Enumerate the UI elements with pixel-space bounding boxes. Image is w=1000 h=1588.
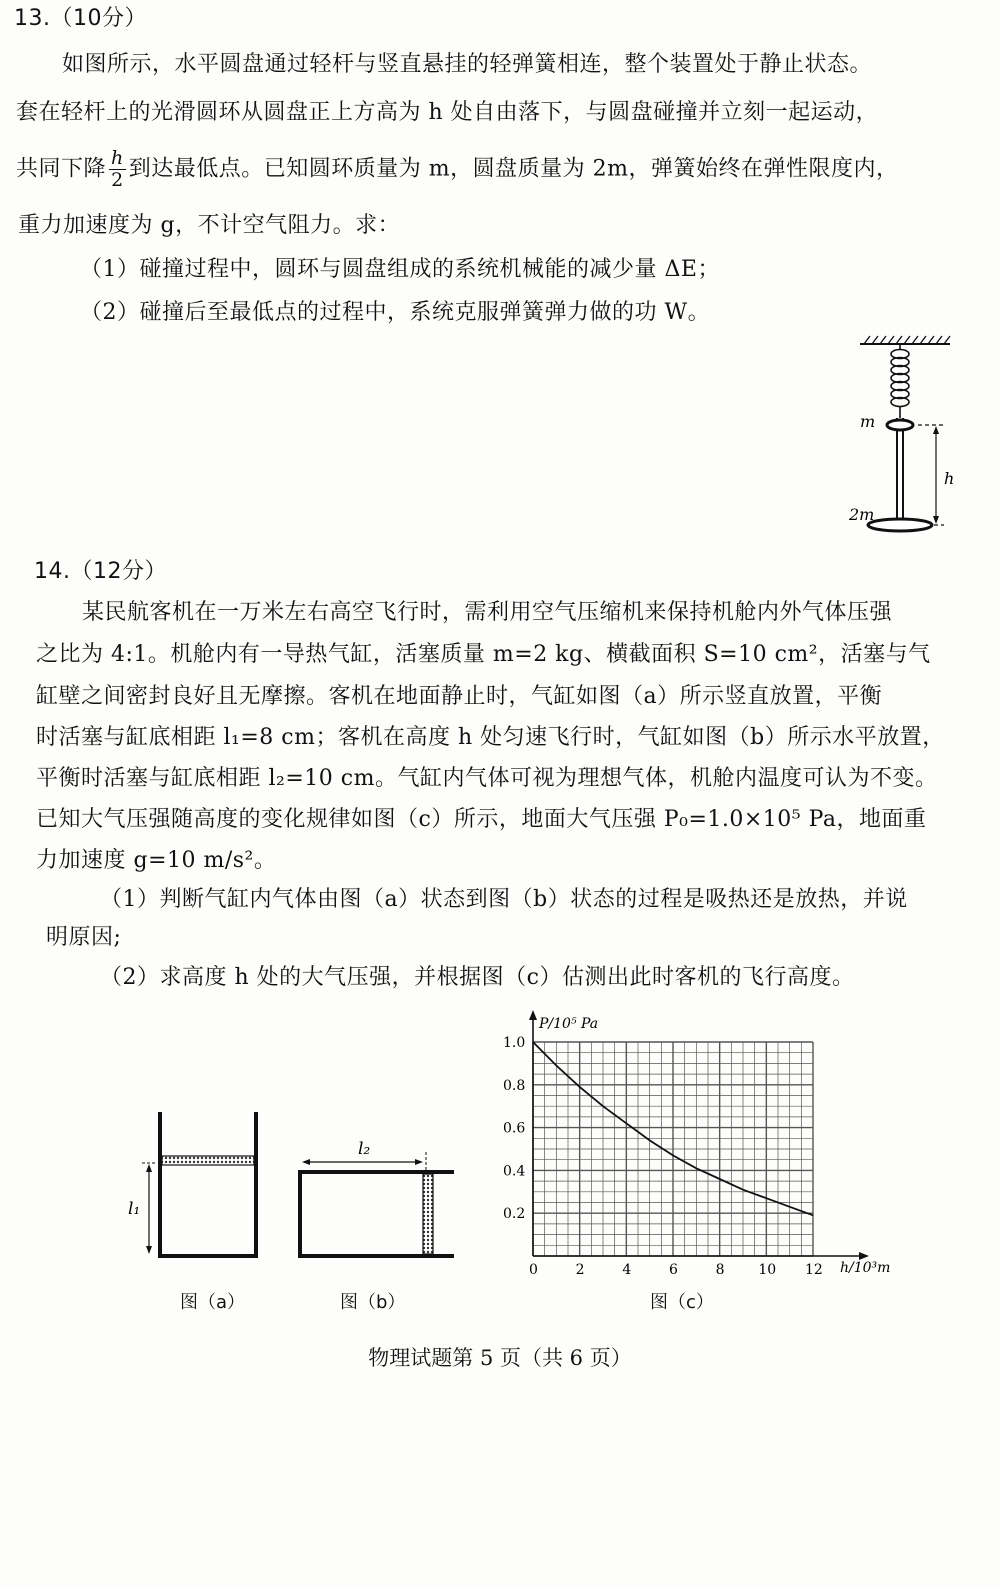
q14-text-line7: 力加速度 g=10 m/s²。 <box>36 848 277 873</box>
disk <box>868 519 932 531</box>
q14-text-line4: 时活塞与缸底相距 l₁=8 cm；客机在高度 h 处匀速飞行时，气缸如图（b）所示水平放置， <box>36 725 945 750</box>
q13-line3-pre: 共同下降 <box>16 156 107 182</box>
spring-disk-figure <box>840 330 970 545</box>
chart-ylabel: P/10⁵ Pa <box>539 1016 599 1032</box>
y-tick-label: 0.6 <box>503 1120 526 1137</box>
y-tick-label: 0.2 <box>503 1206 526 1223</box>
y-tick-label: 0.8 <box>503 1077 526 1094</box>
fraction-numerator: h <box>111 147 124 169</box>
y-tick-label: 1.0 <box>503 1035 526 1051</box>
pressure-altitude-chart <box>495 1008 925 1283</box>
piston-a <box>162 1156 254 1165</box>
fraction-denominator: 2 <box>111 169 124 191</box>
spring <box>891 344 909 418</box>
q13-text-line2: 套在轻杆上的光滑圆环从圆盘正上方高为 h 处自由落下，与圆盘碰撞并立刻一起运动， <box>16 100 879 125</box>
q13-text-line3 <box>16 148 898 191</box>
x-tick-label: 10 <box>758 1262 777 1278</box>
q13-text-line4: 重力加速度为 g，不计空气阻力。求： <box>18 213 401 238</box>
label-m: m <box>860 412 876 431</box>
q13-heading: 13.（10分） <box>14 6 147 31</box>
q13-line3-post: 到达最低点。已知圆环质量为 m，圆盘质量为 2m，弹簧始终在弹性限度内， <box>128 156 899 182</box>
caption-figure-a: 图（a） <box>180 1292 246 1313</box>
x-tick-label: 8 <box>715 1262 725 1278</box>
page-footer: 物理试题第 5 页（共 6 页） <box>368 1346 632 1370</box>
caption-figure-b: 图（b） <box>340 1292 406 1313</box>
cylinder-figure-b <box>290 1138 460 1263</box>
cylinder-figure-a <box>120 1108 265 1263</box>
ceiling-hatch <box>864 336 950 344</box>
x-tick-label: 0 <box>529 1262 538 1278</box>
x-tick-label: 12 <box>805 1262 823 1278</box>
fraction-h-over-2 <box>109 148 126 191</box>
q14-text-line6: 已知大气压强随高度的变化规律如图（c）所示，地面大气压强 P₀=1.0×10⁵ Pa，地面重 <box>36 807 927 832</box>
piston-b <box>423 1174 433 1254</box>
q13-text-line1: 如图所示，水平圆盘通过轻杆与竖直悬挂的轻弹簧相连，整个装置处于静止状态。 <box>62 52 873 77</box>
x-axis-arrow <box>859 1252 869 1260</box>
q14-text-line3: 缸壁之间密封良好且无摩擦。客机在地面静止时，气缸如图（a）所示竖直放置，平衡 <box>36 684 883 709</box>
q14-subquestion-1a: （1）判断气缸内气体由图（a）状态到图（b）状态的过程是吸热还是放热，并说 <box>100 887 908 912</box>
q14-heading: 14.（12分） <box>34 559 167 584</box>
x-tick-label: 6 <box>669 1262 678 1278</box>
q14-text-line1: 某民航客机在一万米左右高空飞行时，需利用空气压缩机来保持机舱内外气体压强 <box>82 600 893 625</box>
q13-subquestion-1: （1）碰撞过程中，圆环与圆盘组成的系统机械能的减少量 ΔE； <box>80 257 720 282</box>
label-h: h <box>944 469 955 488</box>
q13-subquestion-2: （2）碰撞后至最低点的过程中，系统克服弹簧弹力做的功 W。 <box>80 300 711 325</box>
q14-subquestion-2: （2）求高度 h 处的大气压强，并根据图（c）估测出此时客机的飞行高度。 <box>100 965 855 990</box>
y-axis-arrow <box>529 1010 537 1020</box>
ring <box>887 420 913 430</box>
caption-figure-c: 图（c） <box>650 1292 714 1313</box>
x-tick-label: 4 <box>622 1262 632 1278</box>
label-l2: l₂ <box>358 1139 371 1159</box>
chart-tick-labels <box>503 1035 823 1278</box>
q14-text-line5: 平衡时活塞与缸底相距 l₂=10 cm。气缸内气体可视为理想气体，机舱内温度可认为不变。 <box>36 766 938 791</box>
label-l1: l₁ <box>128 1199 141 1219</box>
y-tick-label: 0.4 <box>503 1163 526 1180</box>
chart-xlabel: h/10³m <box>840 1260 891 1276</box>
q14-text-line2: 之比为 4:1。机舱内有一导热气缸，活塞质量 m=2 kg、横截面积 S=10 cm²，活塞与气 <box>36 642 931 667</box>
x-tick-label: 2 <box>575 1262 585 1278</box>
label-2m: 2m <box>849 505 875 524</box>
q14-subquestion-1b: 明原因; <box>46 925 122 950</box>
